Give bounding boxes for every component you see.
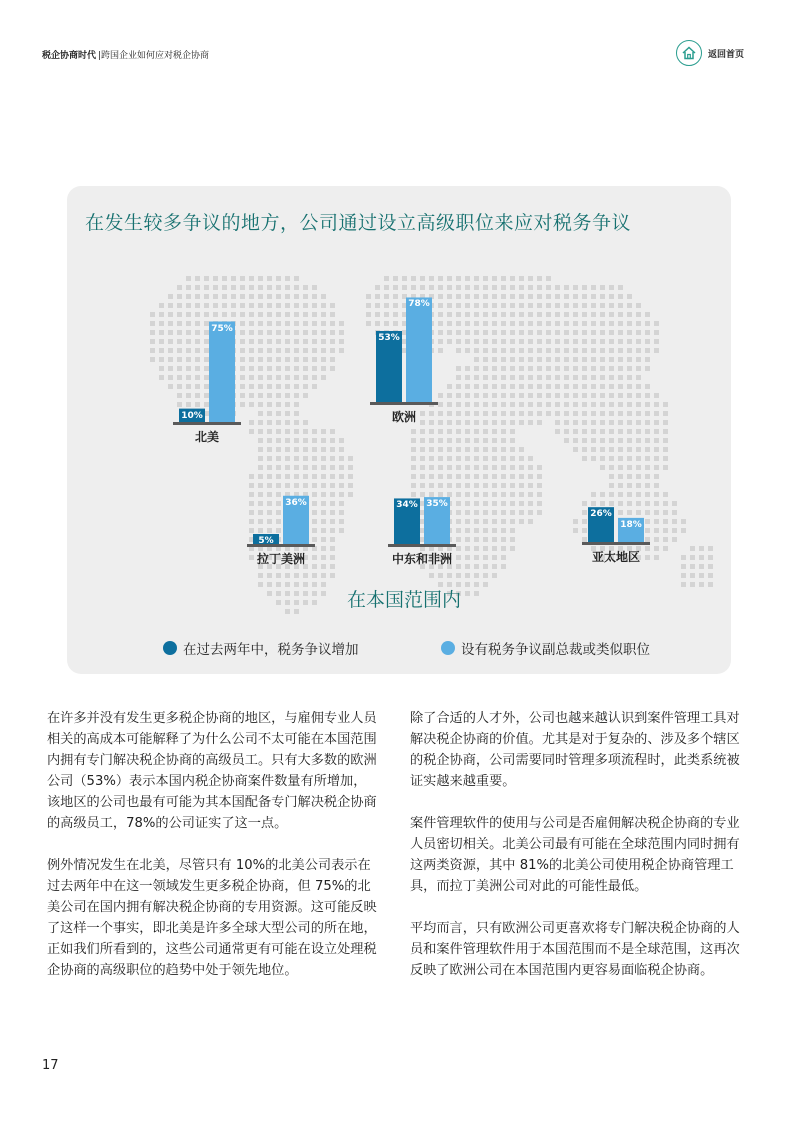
region-label-latin-america: 拉丁美洲 <box>256 552 305 566</box>
bar-value-label: 78% <box>408 299 430 310</box>
body-column-right <box>410 708 742 1002</box>
region-label-asia-pacific: 亚太地区 <box>591 550 640 564</box>
legend-label-increase: 在过去两年中，税务争议增加 <box>183 642 359 658</box>
header-title: 税企协商时代 <box>42 51 97 61</box>
infographic-title: 在发生较多争议的地方，公司通过设立高级职位来应对税务争议 <box>85 212 632 234</box>
infographic-subtitle: 在本国范围内 <box>347 589 462 611</box>
region-label-middle-east-africa: 中东和非洲 <box>391 552 452 566</box>
body-column-left <box>47 708 379 1002</box>
bar-value-label: 34% <box>396 500 418 511</box>
paragraph: 案件管理软件的使用与公司是否雇佣解决税企协商的专业人员密切相关。北美公司最有可能在全球范围内同时拥有这两类资源，其中 81%的北美公司使用税企协商管理工具，而拉丁美洲公司对此的可能性最低。 <box>410 816 740 894</box>
bar-value-label: 10% <box>181 410 203 421</box>
home-icon[interactable] <box>676 40 702 66</box>
legend-label-vp-role: 设有税务争议副总裁或类似职位 <box>461 642 650 658</box>
region-label-europe: 欧洲 <box>391 410 416 424</box>
paragraph: 例外情况发生在北美，尽管只有 10%的北美公司表示在过去两年中在这一领域发生更多税企协商，但 75%的北美公司在国内拥有解决税企协商的专用资源。这可能反映了这样一个事实，即北美是许多全球大型公司的所在地，正如我们所看到的，这些公司通常更有可能在设立处理税企协商的高级职位的趋势中处于领先地位。 <box>47 858 377 978</box>
infographic-card <box>67 186 731 674</box>
legend-dot-dark <box>163 641 177 655</box>
baseline-middle-east-africa <box>388 544 456 547</box>
baseline-europe <box>370 402 438 405</box>
baseline-north-america <box>173 422 241 425</box>
legend-item-increase <box>163 638 359 658</box>
bar-value-label: 35% <box>426 499 448 510</box>
bar-value-label: 26% <box>590 509 612 520</box>
page-number: 17 <box>42 1058 59 1073</box>
home-label: 返回首页 <box>708 49 745 60</box>
legend-dot-light <box>441 641 455 655</box>
bar-value-label: 18% <box>620 519 642 530</box>
paragraph: 除了合适的人才外，公司也越来越认识到案件管理工具对解决税企协商的价值。尤其是对于复杂的、涉及多个辖区的税企协商，公司需要同时管理多项流程时，此类系统被证实越来越重要。 <box>410 711 740 789</box>
baseline-asia-pacific <box>582 542 650 545</box>
header-subtitle: |跨国企业如何应对税企协商 <box>98 51 210 61</box>
bar-north-america-vp-role <box>209 322 235 423</box>
region-label-north-america: 北美 <box>194 430 219 444</box>
running-header <box>42 48 209 61</box>
legend-item-vp-role <box>441 638 650 658</box>
bar-value-label: 75% <box>211 323 233 334</box>
home-link[interactable] <box>676 40 744 66</box>
bar-europe-vp-role <box>406 297 432 402</box>
paragraph: 在许多并没有发生更多税企协商的地区，与雇佣专业人员相关的高成本可能解释了为什么公司不太可能在本国范围内拥有专门解决税企协商的高级员工。只有大多数的欧洲公司（53%）表示本国内税企协商案件数量有所增加，该地区的公司也最有可能为其本国配备专门解决税企协商的高级员工，78%的公司证实了这一点。 <box>47 711 377 831</box>
bar-value-label: 36% <box>285 497 307 508</box>
bar-value-label: 5% <box>258 536 274 546</box>
paragraph: 平均而言，只有欧洲公司更喜欢将专门解决税企协商的人员和案件管理软件用于本国范围而不是全球范围，这再次反映了欧洲公司在本国范围内更容易面临税企协商。 <box>410 921 740 978</box>
bar-value-label: 53% <box>378 332 400 343</box>
